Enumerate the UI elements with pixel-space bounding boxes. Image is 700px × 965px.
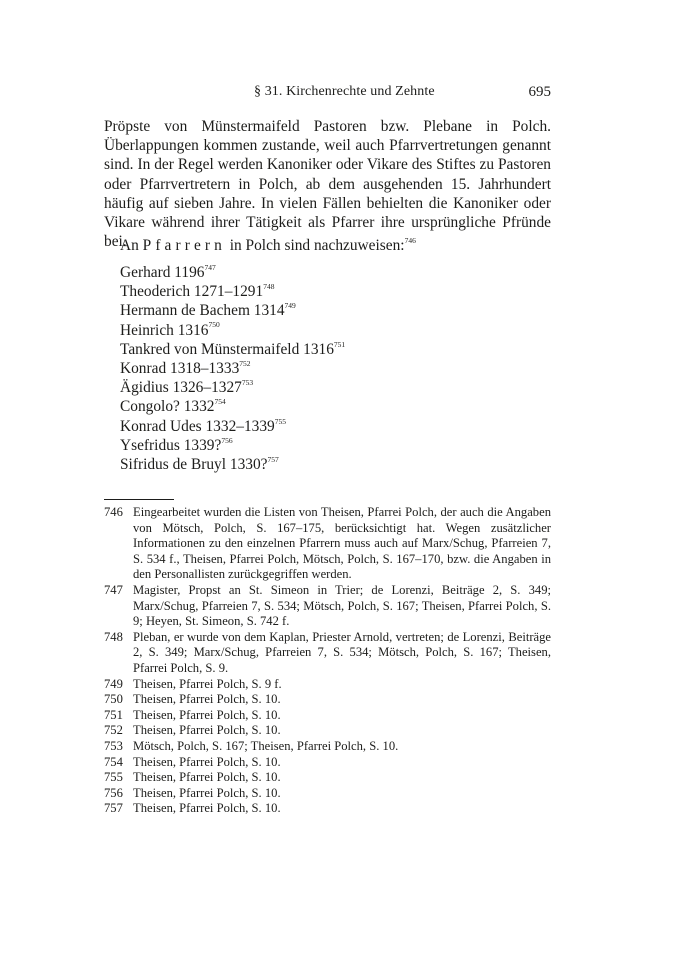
footnote bbox=[104, 677, 551, 693]
footnote bbox=[104, 583, 551, 630]
pastor-entry-text: Hermann de Bachem 1314 bbox=[120, 302, 285, 320]
footnote-text: Eingearbeitet wurden die Listen von Theisen, Pfarrei Polch, der auch die Angaben von Mötsch, Polch, S. 167–175, berücksichtigt hat. Wegen zusätzlicher Informationen zu den einzelnen Pfarrern muss auch auf Marx/Schug, Pfarreien 7, S. 534 f., Theisen, Pfarrei Polch, Mötsch, Polch, S. 167–170, bzw. die Angaben in den Personallisten zurückgegriffen werden. bbox=[133, 505, 551, 582]
pastor-entry-text: Heinrich 1316 bbox=[120, 321, 209, 339]
footnote-number: 751 bbox=[104, 707, 123, 722]
footnote-number: 750 bbox=[104, 692, 123, 707]
pastor-entry bbox=[120, 359, 345, 378]
pastor-entry-text: Ysefridus 1339? bbox=[120, 436, 222, 454]
pastor-entry-text: Congolo? 1332 bbox=[120, 398, 215, 416]
list-intro-spaced-word: Pfarrern bbox=[142, 237, 226, 254]
footnote-text: Pleban, er wurde von dem Kaplan, Priester Arnold, vertreten; de Lorenzi, Beiträge 2, S. 349; Marx/Schug, Pfarreien 7, S. 534; Mötsch, Polch, S. 167; Theisen, Pfarrei Polch, S. 9. bbox=[133, 629, 551, 675]
footnote-ref: 746 bbox=[404, 235, 416, 245]
pastor-entry bbox=[120, 417, 345, 436]
footnote bbox=[104, 630, 551, 677]
footnote-number: 747 bbox=[104, 582, 123, 597]
footnote bbox=[104, 505, 551, 583]
pastor-entry-text: Ägidius 1326–1327 bbox=[120, 379, 242, 397]
footnote-ref: 754 bbox=[214, 397, 226, 407]
footnote-number: 753 bbox=[104, 738, 123, 753]
pastor-entry-text: Konrad 1318–1333 bbox=[120, 360, 240, 378]
footnotes bbox=[104, 505, 551, 817]
footnote-number: 754 bbox=[104, 754, 123, 769]
footnote-number: 757 bbox=[104, 801, 123, 816]
pastor-entry bbox=[120, 282, 345, 301]
footnote-ref: 749 bbox=[284, 301, 296, 311]
pastor-entry-text: Theoderich 1271–1291 bbox=[120, 283, 264, 301]
footnote-text: Theisen, Pfarrei Polch, S. 10. bbox=[133, 723, 281, 738]
footnote-text: Theisen, Pfarrei Polch, S. 10. bbox=[133, 785, 281, 800]
footnote-text: Theisen, Pfarrei Polch, S. 9 f. bbox=[133, 676, 282, 691]
footnote-number: 749 bbox=[104, 676, 123, 691]
footnote bbox=[104, 801, 551, 817]
pastor-entry bbox=[120, 340, 345, 359]
footnote-number: 755 bbox=[104, 770, 123, 785]
footnote bbox=[104, 708, 551, 724]
pastor-entry bbox=[120, 397, 345, 416]
footnote bbox=[104, 692, 551, 708]
footnote-ref: 748 bbox=[263, 282, 275, 292]
footnote-text: Theisen, Pfarrei Polch, S. 10. bbox=[133, 707, 281, 722]
footnote-number: 756 bbox=[104, 785, 123, 800]
footnote-text: Theisen, Pfarrei Polch, S. 10. bbox=[133, 754, 281, 769]
list-intro-suffix: in Polch sind nachzuweisen: bbox=[225, 237, 405, 254]
pastor-entry-text: Gerhard 1196 bbox=[120, 264, 205, 281]
footnote bbox=[104, 786, 551, 802]
running-head bbox=[104, 84, 551, 102]
pastor-entry bbox=[120, 378, 345, 397]
list-intro-prefix: An bbox=[120, 237, 143, 254]
running-head-title: § 31. Kirchenrechte und Zehnte bbox=[254, 84, 435, 99]
footnote bbox=[104, 770, 551, 786]
footnote-ref: 756 bbox=[221, 435, 233, 445]
pastor-list bbox=[120, 263, 345, 474]
pastor-entry bbox=[120, 321, 345, 340]
footnote-ref: 753 bbox=[241, 378, 254, 388]
footnote-separator bbox=[104, 499, 174, 500]
body-paragraph: Pröpste von Münstermaifeld Pastoren bzw. Plebane in Polch. Überlappungen kommen zustande, weil auch Pfarrvertretungen genannt sind. In der Regel werden Kanoniker oder Vikare des Stiftes zu Pastoren oder Pfarrvertretern in Polch, ab dem ausgehenden 15. Jahrhundert häufig auf sieben Jahre. In vielen Fällen behielten die Kanoniker oder Vikare während ihrer Tätigkeit als Pfarrer ihre ursprüngliche Pfründe bei. bbox=[104, 118, 551, 251]
footnote-number: 746 bbox=[104, 505, 123, 519]
pastor-entry-text: Sifridus de Bruyl 1330? bbox=[120, 456, 268, 474]
list-intro bbox=[120, 236, 416, 255]
footnote-text: Theisen, Pfarrei Polch, S. 10. bbox=[133, 770, 281, 785]
footnote-text: Magister, Propst an St. Simeon in Trier; de Lorenzi, Beiträge 2, S. 349; Marx/Schug, Pfarreien 7, S. 534; Mötsch, Polch, S. 167; Theisen, Pfarrei Polch, S. 9; Heyen, St. Simeon, S. 742 f. bbox=[133, 582, 551, 629]
footnote-ref: 752 bbox=[239, 358, 251, 368]
footnote-text: Mötsch, Polch, S. 167; Theisen, Pfarrei Polch, S. 10. bbox=[133, 738, 399, 753]
page-number: 695 bbox=[528, 84, 551, 100]
pastor-entry bbox=[120, 436, 345, 455]
footnote-ref: 747 bbox=[204, 262, 216, 272]
footnote-text: Theisen, Pfarrei Polch, S. 10. bbox=[133, 801, 281, 816]
footnote bbox=[104, 723, 551, 739]
pastor-entry-text: Konrad Udes 1332–1339 bbox=[120, 417, 275, 435]
footnote-number: 748 bbox=[104, 629, 123, 644]
footnote-number: 752 bbox=[104, 723, 123, 738]
footnote-ref: 750 bbox=[208, 320, 220, 330]
pastor-entry bbox=[120, 455, 345, 474]
pastor-entry-text: Tankred von Münstermaifeld 1316 bbox=[120, 340, 334, 358]
footnote bbox=[104, 755, 551, 771]
footnote-ref: 757 bbox=[267, 454, 279, 464]
footnote-ref: 751 bbox=[333, 339, 346, 349]
pastor-entry bbox=[120, 263, 345, 282]
footnote-text: Theisen, Pfarrei Polch, S. 10. bbox=[133, 692, 281, 707]
footnote-ref: 755 bbox=[274, 416, 286, 426]
footnote bbox=[104, 739, 551, 755]
pastor-entry bbox=[120, 301, 345, 320]
